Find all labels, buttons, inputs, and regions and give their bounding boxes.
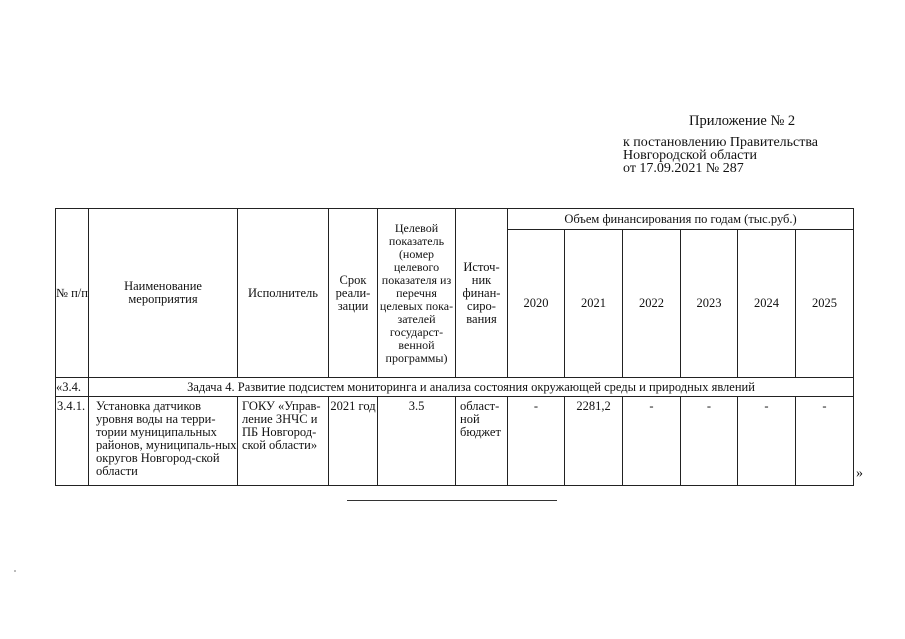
appendix-title: Приложение № 2 xyxy=(689,113,796,129)
year-2021: 2021 xyxy=(565,230,623,378)
value-2025: - xyxy=(796,397,854,486)
row-target: 3.5 xyxy=(378,397,456,486)
header-line-1: к постановлению Правительства xyxy=(623,135,819,150)
scan-speck xyxy=(14,570,16,572)
year-2020: 2020 xyxy=(508,230,565,378)
value-2022: - xyxy=(623,397,681,486)
funding-table xyxy=(55,208,854,486)
header-line-2: Новгородской области xyxy=(623,148,757,163)
header-name: Наименование мероприятия xyxy=(89,209,238,378)
value-2024: - xyxy=(738,397,796,486)
year-2022: 2022 xyxy=(623,230,681,378)
row-name: Установка датчиков уровня воды на терри-тории муниципальных районов, муниципаль-ных округов Новгород-ской области xyxy=(89,397,238,486)
signature-line xyxy=(347,500,557,501)
row-term: 2021 год xyxy=(329,397,378,486)
row-num: 3.4.1. xyxy=(56,397,89,486)
header-funding: Объем финансирования по годам (тыс.руб.) xyxy=(508,209,854,230)
value-2021: 2281,2 xyxy=(565,397,623,486)
row-source: област-ной бюджет xyxy=(456,397,508,486)
header-line-3: от 17.09.2021 № 287 xyxy=(623,161,744,176)
value-2023: - xyxy=(681,397,738,486)
row-executor: ГОКУ «Управ-ление ЗНЧС и ПБ Новгород-ской области» xyxy=(238,397,329,486)
year-2025: 2025 xyxy=(796,230,854,378)
header-source: Источ-ник финан-сиро-вания xyxy=(456,209,508,378)
header-num: № п/п xyxy=(56,209,89,378)
section-num: «3.4. xyxy=(56,378,89,397)
header-executor: Исполнитель xyxy=(238,209,329,378)
value-2020: - xyxy=(508,397,565,486)
closing-quote: » xyxy=(856,466,863,481)
header-term: Срок реали-зации xyxy=(329,209,378,378)
year-2024: 2024 xyxy=(738,230,796,378)
header-target: Целевой показатель (номер целевого показателя из перечня целевых пока-зателей государст-венной программы) xyxy=(378,209,456,378)
section-title: Задача 4. Развитие подсистем мониторинга и анализа состояния окружающей среды и природных явлений xyxy=(89,378,854,397)
year-2023: 2023 xyxy=(681,230,738,378)
